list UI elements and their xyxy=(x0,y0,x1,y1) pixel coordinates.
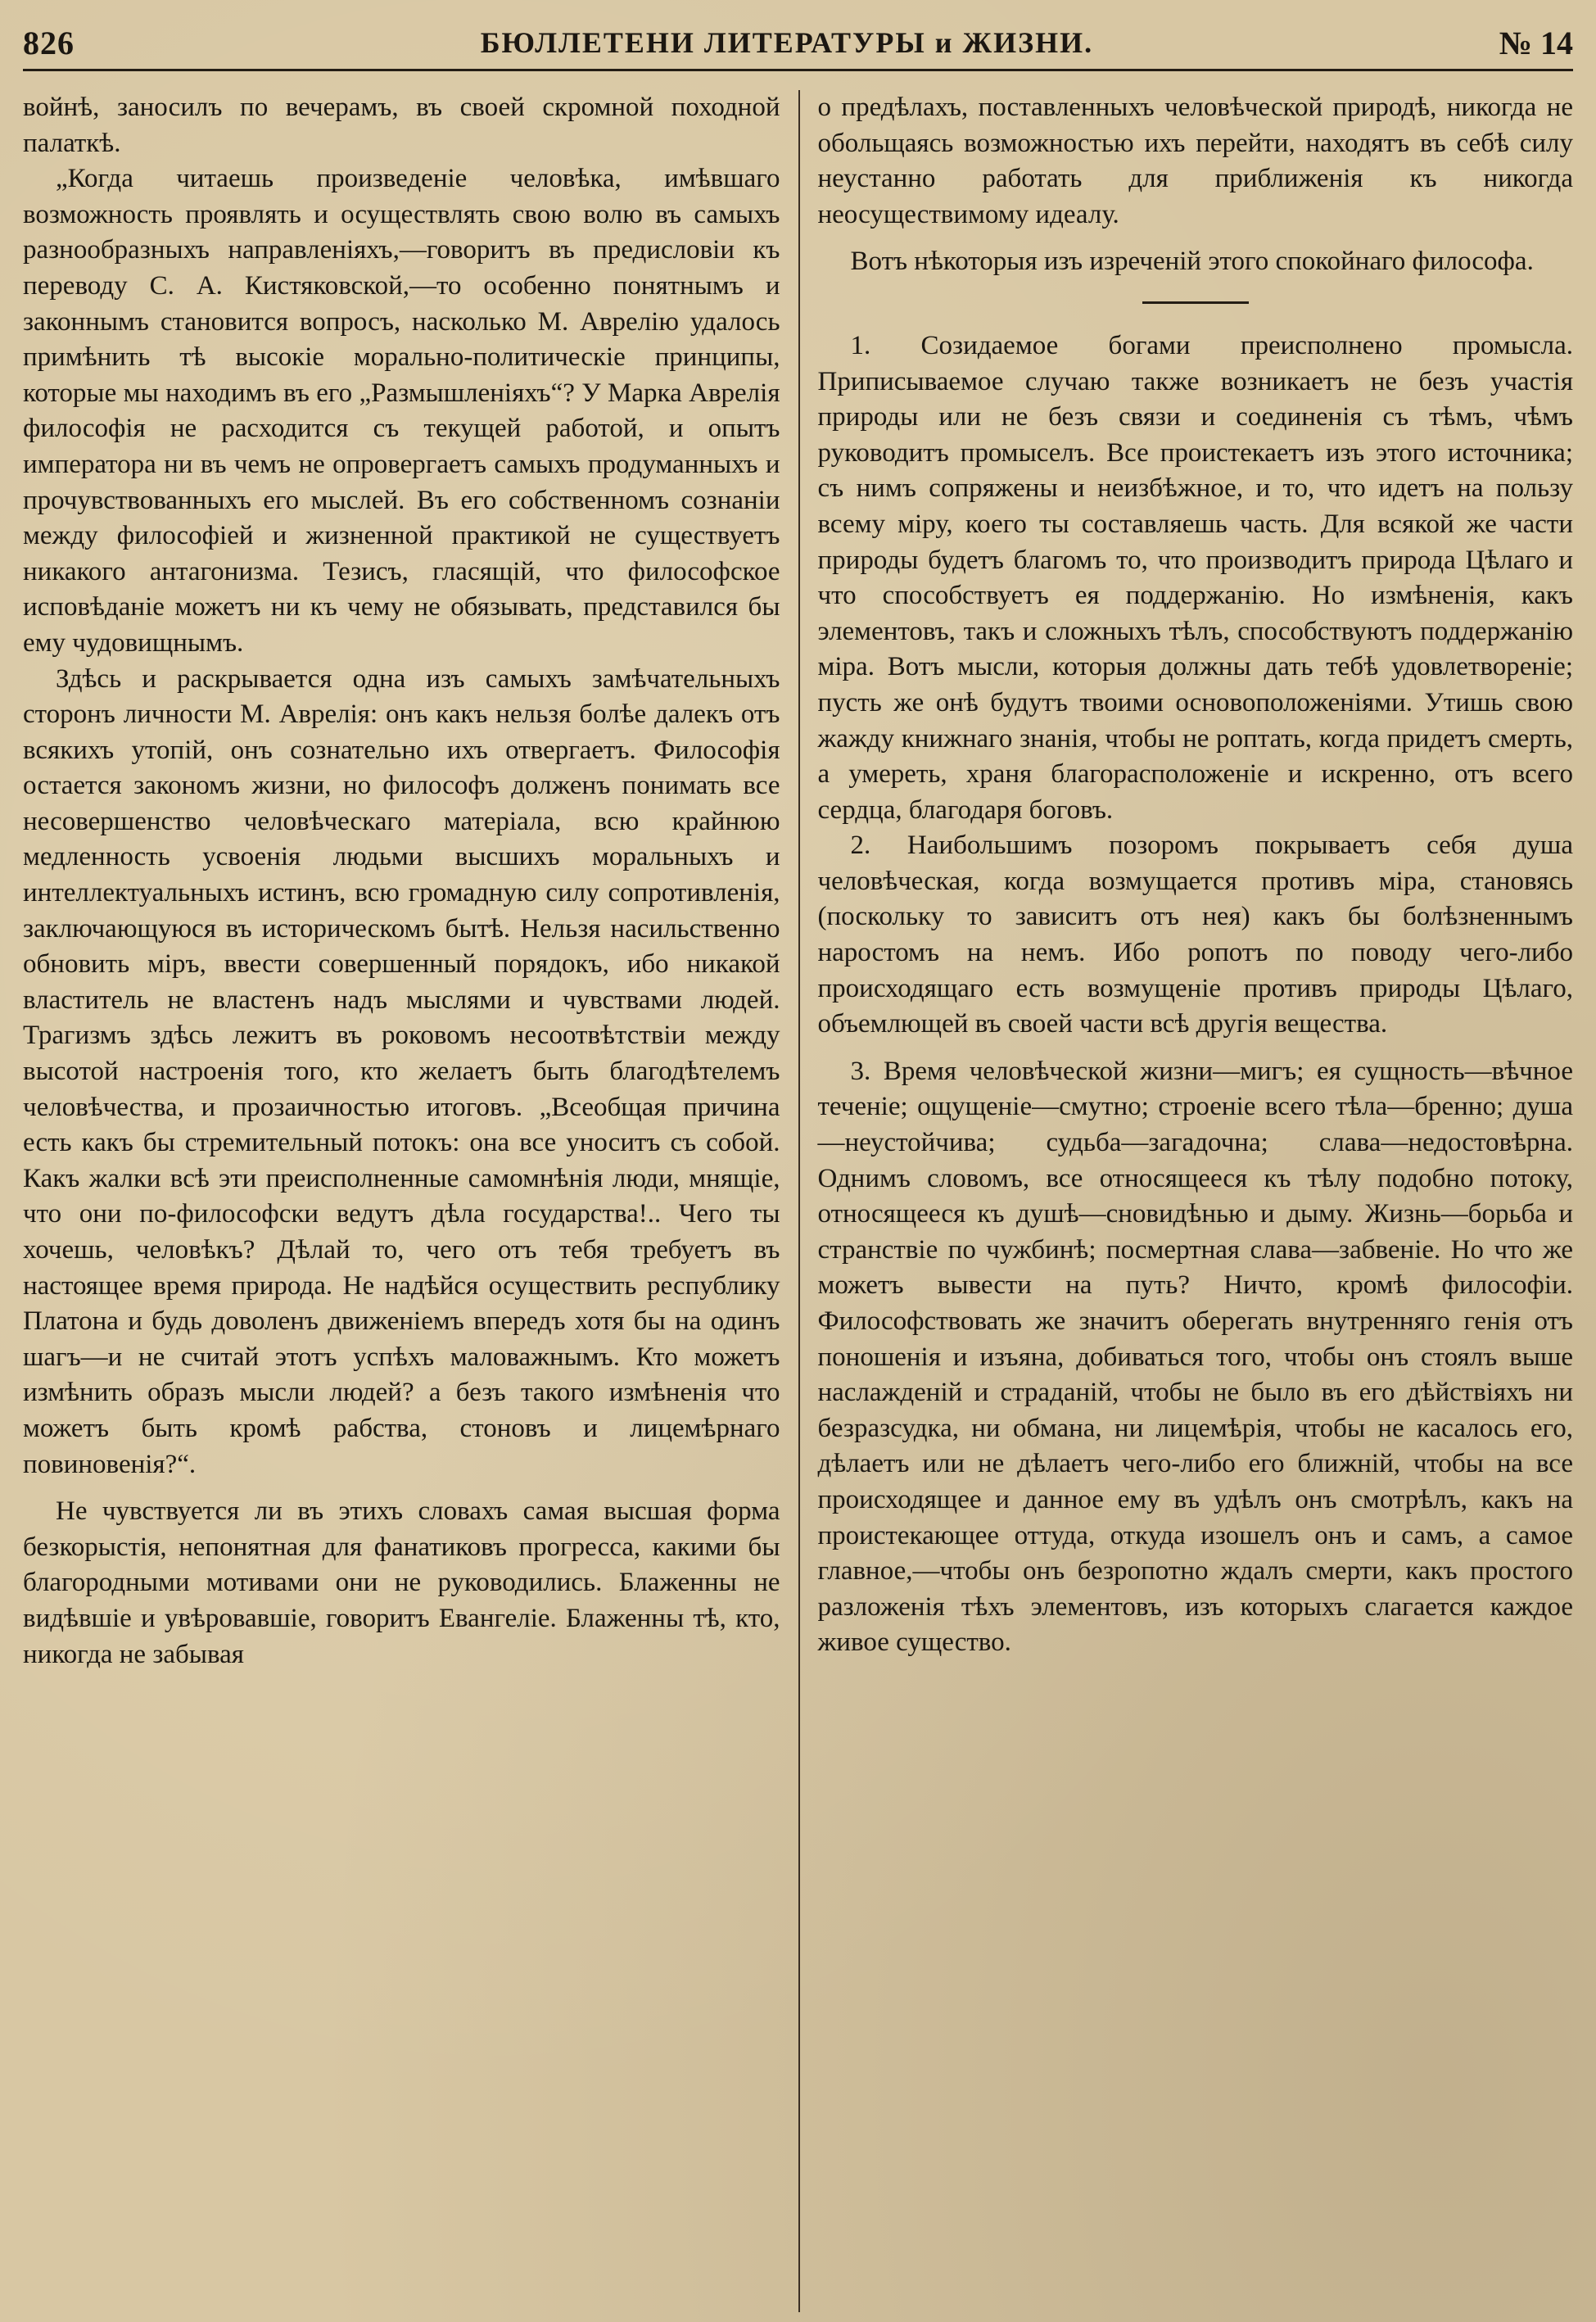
paragraph: войнѣ, заносилъ по вечерамъ, въ своей скромной походной палаткѣ. xyxy=(23,93,780,158)
paragraph: о предѣлахъ, поставленныхъ человѣческой природѣ, никогда не обольщаясь возможностью ихъ перейти, находятъ въ себѣ силу неустанно работать для приближенія къ никогда неосуществимому идеалу. xyxy=(817,93,1573,229)
issue-number: № 14 xyxy=(1499,24,1573,61)
page-header xyxy=(23,16,1573,71)
paragraph: „Когда читаешь произведеніе человѣка, имѣвшаго возможность проявлять и осуществлять свою волю въ самыхъ разнообразныхъ направленіяхъ,—говоритъ въ предисловіи къ переводу С. А. Кистяковской,—то особенно понятнымъ и законнымъ становится вопросъ, насколько М. Аврелію удалось примѣнить тѣ высокіе морально-политическіе принципы, которые мы находимъ въ его „Размышленіяхъ“? У Марка Аврелія философія не расходится съ текущей работой, и опытъ императора ни въ чемъ не опровергаетъ самыхъ продуманныхъ и прочувствованныхъ его мыслей. Въ его собственномъ сознаніи между философіей и жизненной практикой не существуетъ никакого антагонизма. Тезисъ, гласящій, что философское исповѣданіе можетъ ни къ чему не обязывать, представился бы ему чудовищнымъ. xyxy=(23,164,780,658)
section-separator xyxy=(1142,301,1249,304)
paragraph: Здѣсь и раскрывается одна изъ самыхъ замѣчательныхъ сторонъ личности М. Аврелія: онъ какъ нельзя болѣе далекъ отъ всякихъ утопій, онъ сознательно ихъ отвергаетъ. Философія остается закономъ жизни, но философъ долженъ понимать все несовершенство человѣческаго матеріала, всю крайнюю медленность усвоенія людьми высшихъ моральныхъ и интеллектуальныхъ истинъ, всю громадную силу сопротивленія, заключающуюся въ историческомъ бытѣ. Нельзя насильственно обновить міръ, ввести совершенный порядокъ, ибо никакой властитель не властенъ надъ мыслями и чувствами людей. Трагизмъ здѣсь лежитъ въ роковомъ несоотвѣтствіи между высотой настроенія того, кто желаетъ быть благодѣтелемъ человѣчества, и прозаичностью итоговъ. „Всеобщая причина есть какъ бы стремительный потокъ: она все уноситъ съ собой. Какъ жалки всѣ эти преисполненные самомнѣнія люди, мнящіе, что они по-философски ведутъ дѣла государства!.. Чего ты хочешь, человѣкъ? Дѣлай то, чего отъ тебя требуетъ въ настоящее время природа. Не надѣйся осуществить республику Платона и будь доволенъ движеніемъ впередъ хотя бы на одинъ шагъ—и не считай этотъ успѣхъ маловажнымъ. Кто можетъ измѣнить образъ мысли людей? а безъ такого измѣненія что можетъ быть кромѣ рабства, стоновъ и лицемѣрнаго повиновенія?“. xyxy=(23,663,780,1479)
aphorism-2: 2. Наибольшимъ позоромъ покрываетъ себя душа человѣческая, когда возмущается противъ міра, становясь (поскольку то зависитъ отъ нея) какъ бы болѣзненнымъ наростомъ на немъ. Ибо ропотъ по поводу чего-либо происходящаго есть возмущеніе противъ природы Цѣлаго, объемлющей въ своей части всѣ другія вещества. xyxy=(817,831,1573,1039)
paragraph: Не чувствуется ли въ этихъ словахъ самая высшая форма безкорыстія, непонятная для фанатиковъ прогресса, какими бы благородными мотивами они не руководились. Блаженны не видѣвшіе и увѣровавшіе, говоритъ Евангеліе. Блаженны тѣ, кто, никогда не забывая xyxy=(23,1496,780,1669)
page-number: 826 xyxy=(23,24,75,61)
aphorism-3: 3. Время человѣческой жизни—мигъ; ея сущность—вѣчное теченіе; ощущеніе—смутно; строеніе всего тѣла—бренно; душа—неустойчива; судьба—загадочна; слава—недостовѣрна. Однимъ словомъ, все относящееся къ тѣлу подобно потоку, относящееся къ душѣ—сновидѣнью и дыму. Жизнь—борьба и странствіе по чужбинѣ; посмертная слава—забвеніе. Но что же можетъ вывести на путь? Ничто, кромѣ философіи. Философствовать же значитъ оберегать внутренняго генія отъ поношенія и изъяна, добиваться того, чтобы онъ стоялъ выше наслажденій и страданій, чтобы не было въ его дѣйствіяхъ ни безразсудка, ни обмана, ни лицемѣрія, чтобы не касалось его, дѣлаетъ или не дѣлаетъ чего-либо его ближній, чтобы на все происходящее и данное ему въ удѣлъ онъ смотрѣлъ, какъ на проистекающее оттуда, откуда изошелъ онъ и самъ, а самое главное,—чтобы онъ безропотно ждалъ смерти, какъ простого разложенія тѣхъ элементовъ, изъ которыхъ слагается каждое живое существо. xyxy=(817,1056,1573,1658)
running-title: БЮЛЛЕТЕНИ ЛИТЕРАТУРЫ и ЖИЗНИ. xyxy=(480,26,1094,59)
aphorism-1: 1. Созидаемое богами преисполнено промысла. Приписываемое случаю также возникаетъ не безъ участія природы или не безъ связи и соединенія съ тѣмъ, чѣмъ руководитъ промыселъ. Все проистекаетъ изъ этого источника; съ нимъ сопряжены и неизбѣжное, и то, что идетъ на пользу всему міру, коего ты составляешь часть. Для всякой же части природы будетъ благомъ то, что производитъ природа Цѣлаго и что способствуетъ ея поддержанію. Но измѣненія, какъ элементовъ, такъ и сложныхъ тѣлъ, способствуютъ поддержанію міра. Вотъ мысли, которыя должны дать тебѣ удовлетвореніе; пусть же онѣ будутъ твоими основоположеніями. Утишь свою жажду книжнаго знанія, чтобы не роптать, когда придетъ смерть, а умереть, храня благорасположеніе и искренно, отъ всего сердца, благодаря боговъ. xyxy=(817,330,1573,825)
paragraph: Вотъ нѣкоторыя изъ изреченій этого спокойнаго философа. xyxy=(850,247,1534,277)
text-columns xyxy=(23,90,1573,2312)
left-column xyxy=(23,90,798,2312)
right-column xyxy=(798,90,1574,2312)
